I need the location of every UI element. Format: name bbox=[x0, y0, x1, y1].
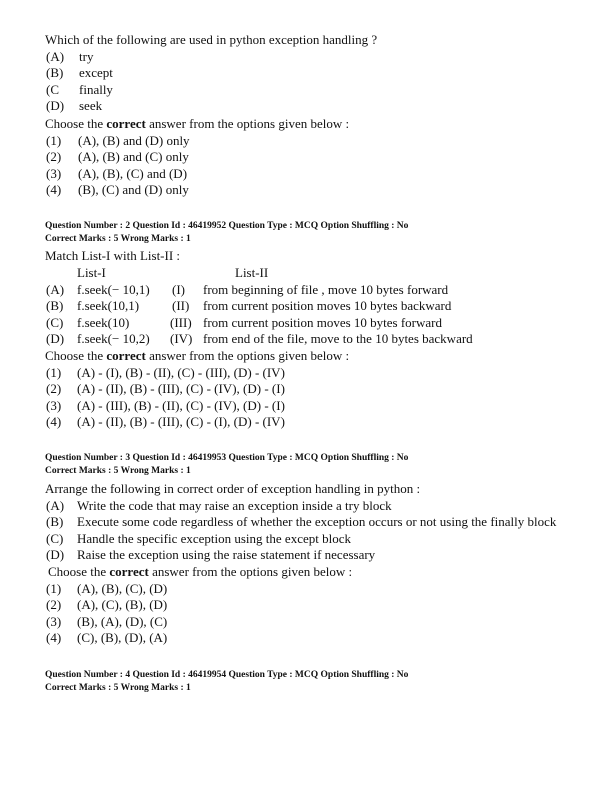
q2-row-list1: f.seek(10) bbox=[77, 315, 130, 330]
q1-option-label: (2) bbox=[46, 149, 62, 164]
q1-question: Which of the following are used in python exception handling ? bbox=[45, 32, 378, 47]
q2-row-roman: (I) bbox=[172, 282, 185, 297]
q3-item-label: (A) bbox=[46, 498, 65, 513]
q2-row-roman: (IV) bbox=[170, 331, 193, 346]
q1-item-text: finally bbox=[79, 82, 113, 97]
q1-item-text: try bbox=[79, 49, 94, 64]
q3-choose-instruction: Choose the correct answer from the options given below : bbox=[48, 564, 353, 579]
q3-header-marks: Correct Marks : 5 Wrong Marks : 1 bbox=[45, 466, 191, 476]
q2-row-roman: (II) bbox=[172, 298, 190, 313]
q1-item-label: (D) bbox=[46, 98, 65, 113]
q2-list2-title: List-II bbox=[235, 265, 269, 280]
q1-option-text[interactable]: (A), (B) and (D) only bbox=[78, 133, 190, 148]
q3-option-label: (1) bbox=[46, 581, 62, 596]
q2-row-label: (B) bbox=[46, 298, 64, 313]
q1-item-label: (C bbox=[46, 82, 59, 97]
q2-header-marks: Correct Marks : 5 Wrong Marks : 1 bbox=[45, 234, 191, 244]
q3-item-label: (B) bbox=[46, 514, 64, 529]
q2-header-meta: Question Number : 2 Question Id : 46419952 Question Type : MCQ Option Shuffling : No bbox=[45, 221, 409, 231]
q1-option-text[interactable]: (A), (B) and (C) only bbox=[78, 149, 189, 164]
q4-header-meta: Question Number : 4 Question Id : 46419954 Question Type : MCQ Option Shuffling : No bbox=[45, 670, 409, 680]
q2-option-text[interactable]: (A) - (II), (B) - (III), (C) - (I), (D) - (IV) bbox=[77, 414, 285, 429]
q2-option-text[interactable]: (A) - (III), (B) - (II), (C) - (IV), (D) - (I) bbox=[77, 398, 285, 413]
q3-option-text[interactable]: (A), (C), (B), (D) bbox=[77, 597, 168, 612]
q2-row-list1: f.seek(10,1) bbox=[77, 298, 140, 313]
q1-item-text: seek bbox=[79, 98, 103, 113]
q1-choose-instruction: Choose the correct answer from the options given below : bbox=[45, 116, 350, 131]
q2-option-label: (2) bbox=[46, 381, 62, 396]
q2-option-label: (3) bbox=[46, 398, 62, 413]
q2-list1-title: List-I bbox=[77, 265, 106, 280]
q1-option-text[interactable]: (A), (B), (C) and (D) bbox=[78, 166, 188, 181]
q2-row-label: (A) bbox=[46, 282, 65, 297]
q3-option-label: (3) bbox=[46, 614, 62, 629]
q1-option-label: (1) bbox=[46, 133, 62, 148]
q2-row-list2: from current position moves 10 bytes backward bbox=[203, 298, 452, 313]
q3-item-label: (D) bbox=[46, 547, 65, 562]
q2-row-list2: from current position moves 10 bytes forward bbox=[203, 315, 443, 330]
q2-row-roman: (III) bbox=[170, 315, 192, 330]
q2-option-label: (1) bbox=[46, 365, 62, 380]
q2-option-label: (4) bbox=[46, 414, 62, 429]
q2-row-list2: from end of the file, move to the 10 bytes backward bbox=[203, 331, 473, 346]
q3-item-text: Write the code that may raise an exception inside a try block bbox=[77, 498, 392, 513]
q3-item-label: (C) bbox=[46, 531, 64, 546]
q2-question: Match List-I with List-II : bbox=[45, 248, 181, 263]
q2-row-label: (D) bbox=[46, 331, 65, 346]
q4-header-marks: Correct Marks : 5 Wrong Marks : 1 bbox=[45, 683, 191, 693]
q2-row-list1: f.seek(− 10,1) bbox=[77, 282, 150, 297]
q2-option-text[interactable]: (A) - (I), (B) - (II), (C) - (III), (D) - (IV) bbox=[77, 365, 285, 380]
q2-row-label: (C) bbox=[46, 315, 64, 330]
q3-item-text: Execute some code regardless of whether the exception occurs or not using the finally block bbox=[77, 514, 557, 529]
q2-choose-instruction: Choose the correct answer from the options given below : bbox=[45, 348, 350, 363]
q3-header-meta: Question Number : 3 Question Id : 46419953 Question Type : MCQ Option Shuffling : No bbox=[45, 453, 409, 463]
q3-option-text[interactable]: (A), (B), (C), (D) bbox=[77, 581, 168, 596]
q1-item-label: (A) bbox=[46, 49, 65, 64]
q1-item-text: except bbox=[79, 65, 113, 80]
q1-option-label: (4) bbox=[46, 182, 62, 197]
q3-question: Arrange the following in correct order of exception handling in python : bbox=[45, 481, 421, 496]
q3-option-text[interactable]: (C), (B), (D), (A) bbox=[77, 630, 168, 645]
q3-item-text: Handle the specific exception using the except block bbox=[77, 531, 351, 546]
q2-row-list2: from beginning of file , move 10 bytes forward bbox=[203, 282, 449, 297]
q2-option-text[interactable]: (A) - (II), (B) - (III), (C) - (IV), (D) - (I) bbox=[77, 381, 285, 396]
q1-item-label: (B) bbox=[46, 65, 64, 80]
q3-option-label: (2) bbox=[46, 597, 62, 612]
q1-option-text[interactable]: (B), (C) and (D) only bbox=[78, 182, 189, 197]
q2-row-list1: f.seek(− 10,2) bbox=[77, 331, 150, 346]
q1-option-label: (3) bbox=[46, 166, 62, 181]
q3-option-label: (4) bbox=[46, 630, 62, 645]
q3-item-text: Raise the exception using the raise statement if necessary bbox=[77, 547, 376, 562]
q3-option-text[interactable]: (B), (A), (D), (C) bbox=[77, 614, 168, 629]
